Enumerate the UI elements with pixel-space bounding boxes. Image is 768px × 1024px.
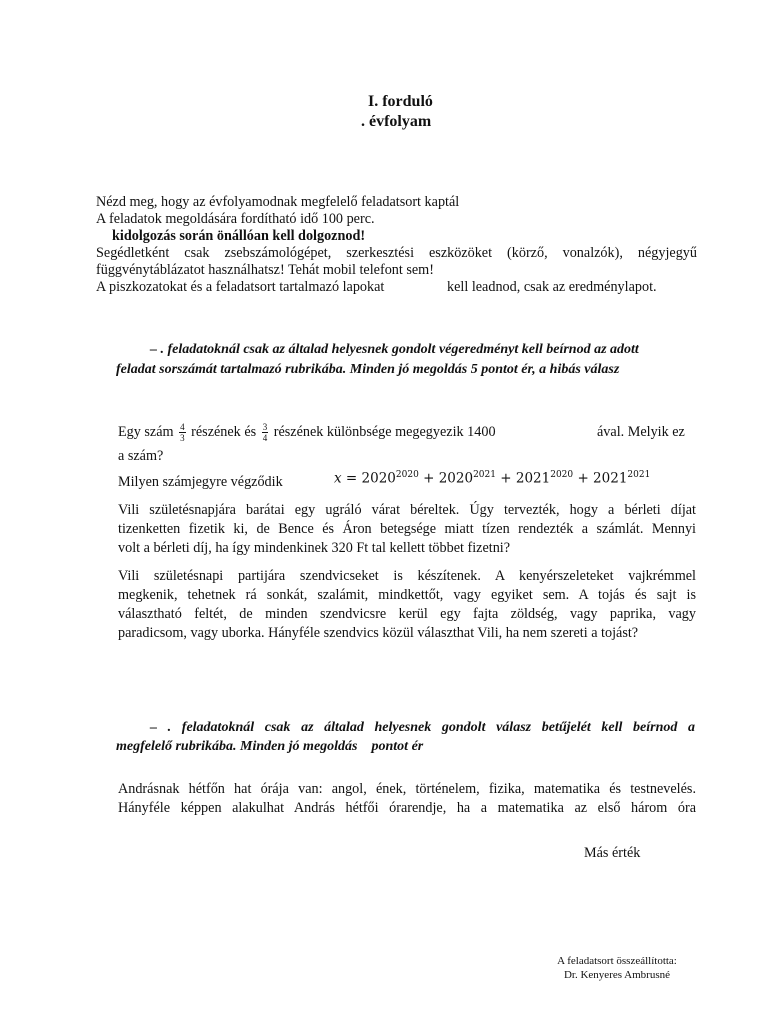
- task-text-line: választható feltét, de minden szendvicsre kerül egy fajta zöldség, vagy paprika, vagy: [118, 606, 696, 622]
- task-text-line: volt a bérleti díj, ha így mindenkinek 320 Ft tal kellett többet fizetni?: [118, 540, 511, 556]
- task-text: [118, 416, 496, 448]
- power-base: 2021: [593, 470, 628, 487]
- fraction-denominator: 3: [180, 433, 185, 444]
- fraction-numerator: 3: [262, 422, 268, 433]
- fraction-denominator: 4: [262, 433, 268, 444]
- power-base: 2020: [361, 470, 396, 487]
- section-heading-line: feladat sorszámát tartalmazó rubrikába. Minden jó megoldás 5 pontot ér, a hibás válasz: [116, 362, 620, 377]
- task-text-part: ával. Melyik ez: [597, 424, 685, 440]
- power-exponent: 2020: [550, 470, 574, 480]
- equation: [334, 470, 650, 487]
- round-title: I. forduló: [368, 93, 433, 110]
- task-text-part: Egy szám: [118, 424, 174, 440]
- section-heading-line: – . feladatoknál csak az általad helyesnek gondolt válasz betűjelét kell beírnod a: [150, 720, 695, 735]
- task-text-line: Vili születésnapi partijára szendvicseket is készítenek. A kenyérszeleteket vajkrémmel: [118, 568, 696, 584]
- power-exponent: 2020: [395, 470, 419, 480]
- author-label: A feladatsort összeállította:: [557, 955, 677, 967]
- variable: x: [334, 470, 342, 487]
- instruction-line: A feladatok megoldására fordítható idő 100 perc.: [96, 211, 375, 227]
- task-text-line: tizenketten fizetik ki, de Bence és Áron betegsége miatt tízen rendezték a számlát. Mennyi: [118, 521, 696, 537]
- answer-option: Más érték: [584, 845, 641, 861]
- section-heading-line: megfelelő rubrikába. Minden jó megoldás pontot ér: [116, 739, 424, 754]
- power-base: 2021: [515, 470, 551, 487]
- fraction: [179, 422, 186, 443]
- plus-sign: +: [500, 470, 512, 487]
- fraction-numerator: 4: [180, 422, 185, 433]
- power-exponent: 2021: [473, 470, 496, 480]
- fraction: [262, 422, 269, 443]
- power-exponent: 2021: [627, 470, 651, 480]
- task-text-line: Vili születésnapjára barátai egy ugráló várat béreltek. Úgy tervezték, hogy a bérleti díjat: [118, 502, 696, 518]
- task-text-line: Hányféle képpen alakulhat András hétfői órarendje, ha a matematika az első három óra: [118, 800, 696, 816]
- plus-sign: +: [577, 470, 589, 487]
- section-heading-line: – . feladatoknál csak az általad helyesnek gondolt végeredményt kell beírnod az adott: [150, 342, 639, 357]
- grade-title: . évfolyam: [361, 113, 432, 130]
- author-credit: [522, 954, 712, 982]
- task-text-part: részének és: [191, 424, 257, 440]
- power-base: 2020: [438, 470, 474, 487]
- instruction-line: A piszkozatokat és a feladatsort tartalmazó lapokat: [96, 279, 385, 295]
- instruction-line: Segédletként csak zsebszámológépet, szerkesztési eszközöket (körző, vonalzók), négyjegyű: [96, 245, 697, 261]
- plus-sign: +: [423, 470, 435, 487]
- instruction-line: kell leadnod, csak az eredménylapot.: [447, 279, 657, 295]
- task-text: Milyen számjegyre végződik: [118, 474, 283, 490]
- task-text-line: paradicsom, vagy uborka. Hányféle szendvics közül választhat Vili, ha nem szereti a tojást?: [118, 625, 639, 641]
- instruction-line: függvénytáblázatot használhatsz! Tehát mobil telefont sem!: [96, 262, 434, 278]
- equals-sign: =: [345, 470, 358, 487]
- task-text-part: részének különbsége megegyezik 1400: [273, 424, 496, 440]
- task-text-part: a szám?: [118, 448, 164, 464]
- instruction-line: Nézd meg, hogy az évfolyamodnak megfelelő feladatsort kaptál: [96, 194, 460, 210]
- task-text-line: megkenik, tehetnek rá sonkát, szalámit, mindkettőt, vagy egyiket sem. A tojás és sajt is: [118, 587, 696, 603]
- author-name: Dr. Kenyeres Ambrusné: [563, 969, 670, 981]
- instruction-line-bold: kidolgozás során önállóan kell dolgoznod!: [112, 228, 366, 244]
- task-text-line: Andrásnak hétfőn hat órája van: angol, ének, történelem, fizika, matematika és testnevelés.: [118, 781, 696, 797]
